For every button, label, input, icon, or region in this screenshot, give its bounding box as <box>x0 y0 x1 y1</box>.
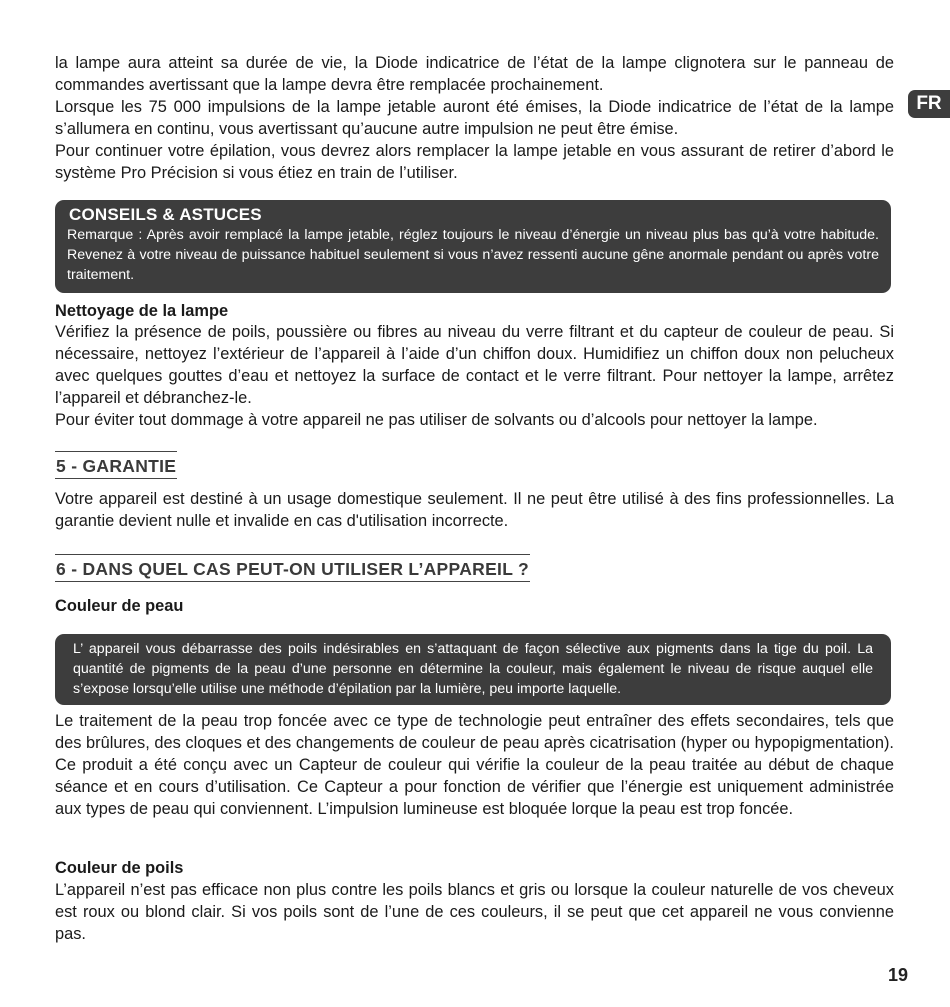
section-usage-heading: 6 - DANS QUEL CAS PEUT-ON UTILISER L’APPAREIL ? <box>55 554 530 582</box>
cleaning-text <box>55 321 894 431</box>
intro-paragraph-1: la lampe aura atteint sa durée de vie, la Diode indicatrice de l’état de la lampe clignotera sur le panneau de commandes avertissant que la lampe devra être remplacée prochainement. <box>55 54 894 94</box>
tips-title: CONSEILS & ASTUCES <box>69 205 262 224</box>
hair-color-heading: Couleur de poils <box>55 859 184 877</box>
language-tab: FR <box>908 90 950 118</box>
cleaning-heading: Nettoyage de la lampe <box>55 302 229 320</box>
tips-body: Remarque : Après avoir remplacé la lampe jetable, réglez toujours le niveau d’énergie un niveau plus bas qu’à votre habitude. Revenez à votre niveau de puissance habituel seulement si vous n’avez ressenti aucune gêne anormale pendant ou après votre traitement. <box>67 227 879 283</box>
skin-note-text: L’ appareil vous débarrasse des poils indésirables en s’attaquant de façon sélective aux pigments dans la tige du poil. La quantité de pigments de la peau d’une personne en détermine la couleur, mais également le niveau de risque auquel elle s’expose lorsqu’elle utilise une méthode d’épilation par la lumière, peu importe laquelle. <box>73 641 873 697</box>
skin-text <box>55 710 894 820</box>
warranty-text <box>55 488 894 532</box>
skin-color-heading: Couleur de peau <box>55 597 184 615</box>
warranty-paragraph: Votre appareil est destiné à un usage domestique seulement. Il ne peut être utilisé à des fins professionnelles. La garantie devient nulle et invalide en cas d'utilisation incorrecte. <box>55 490 894 530</box>
intro-paragraph-3: Pour continuer votre épilation, vous devrez alors remplacer la lampe jetable en vous assurant de retirer d’abord le système Pro Précision si vous étiez en train de l’utiliser. <box>55 142 894 182</box>
cleaning-paragraph-2: Pour éviter tout dommage à votre appareil ne pas utiliser de solvants ou d’alcools pour nettoyer la lampe. <box>55 411 818 429</box>
skin-note-box <box>55 634 891 705</box>
intro-paragraph-2: Lorsque les 75 000 impulsions de la lampe jetable auront été émises, la Diode indicatrice de l’état de la lampe s’allumera en continu, vous avertissant qu’aucune autre impulsion ne peut être émise. <box>55 98 894 138</box>
cleaning-paragraph-1: Vérifiez la présence de poils, poussière ou fibres au niveau du verre filtrant et du capteur de couleur de peau. Si nécessaire, nettoyez l’extérieur de l’appareil à l’aide d’un chiffon doux. Humidifiez un chiffon doux non pelucheux avec quelques gouttes d’eau et nettoyez la surface de contact et le verre filtrant. Pour nettoyer la lampe, arrêtez l’appareil et débranchez-le. <box>55 323 894 407</box>
skin-paragraph: Le traitement de la peau trop foncée avec ce type de technologie peut entraîner des effets secondaires, tels que des brûlures, des cloques et des changements de couleur de peau après cicatrisation (hyper ou hypopigmentation). Ce produit a été conçu avec un Capteur de couleur qui vérifie la couleur de la peau traitée au début de chaque séance et en cours d’utilisation. Ce Capteur a pour fonction de vérifier que l’énergie est uniquement administrée aux types de peau qui conviennent. L’impulsion lumineuse est bloquée lorque la peau est trop foncée. <box>55 712 894 818</box>
hair-paragraph: L’appareil n’est pas efficace non plus contre les poils blancs et gris ou lorsque la couleur naturelle de vos cheveux est roux ou blond clair. Si vos poils sont de l’une de ces couleurs, il se peut que cet appareil ne vous convienne pas. <box>55 881 894 943</box>
tips-box <box>55 200 891 293</box>
hair-text <box>55 879 894 945</box>
section-warranty-heading: 5 - GARANTIE <box>55 451 177 479</box>
intro-text <box>55 52 894 184</box>
page-number: 19 <box>888 965 909 985</box>
